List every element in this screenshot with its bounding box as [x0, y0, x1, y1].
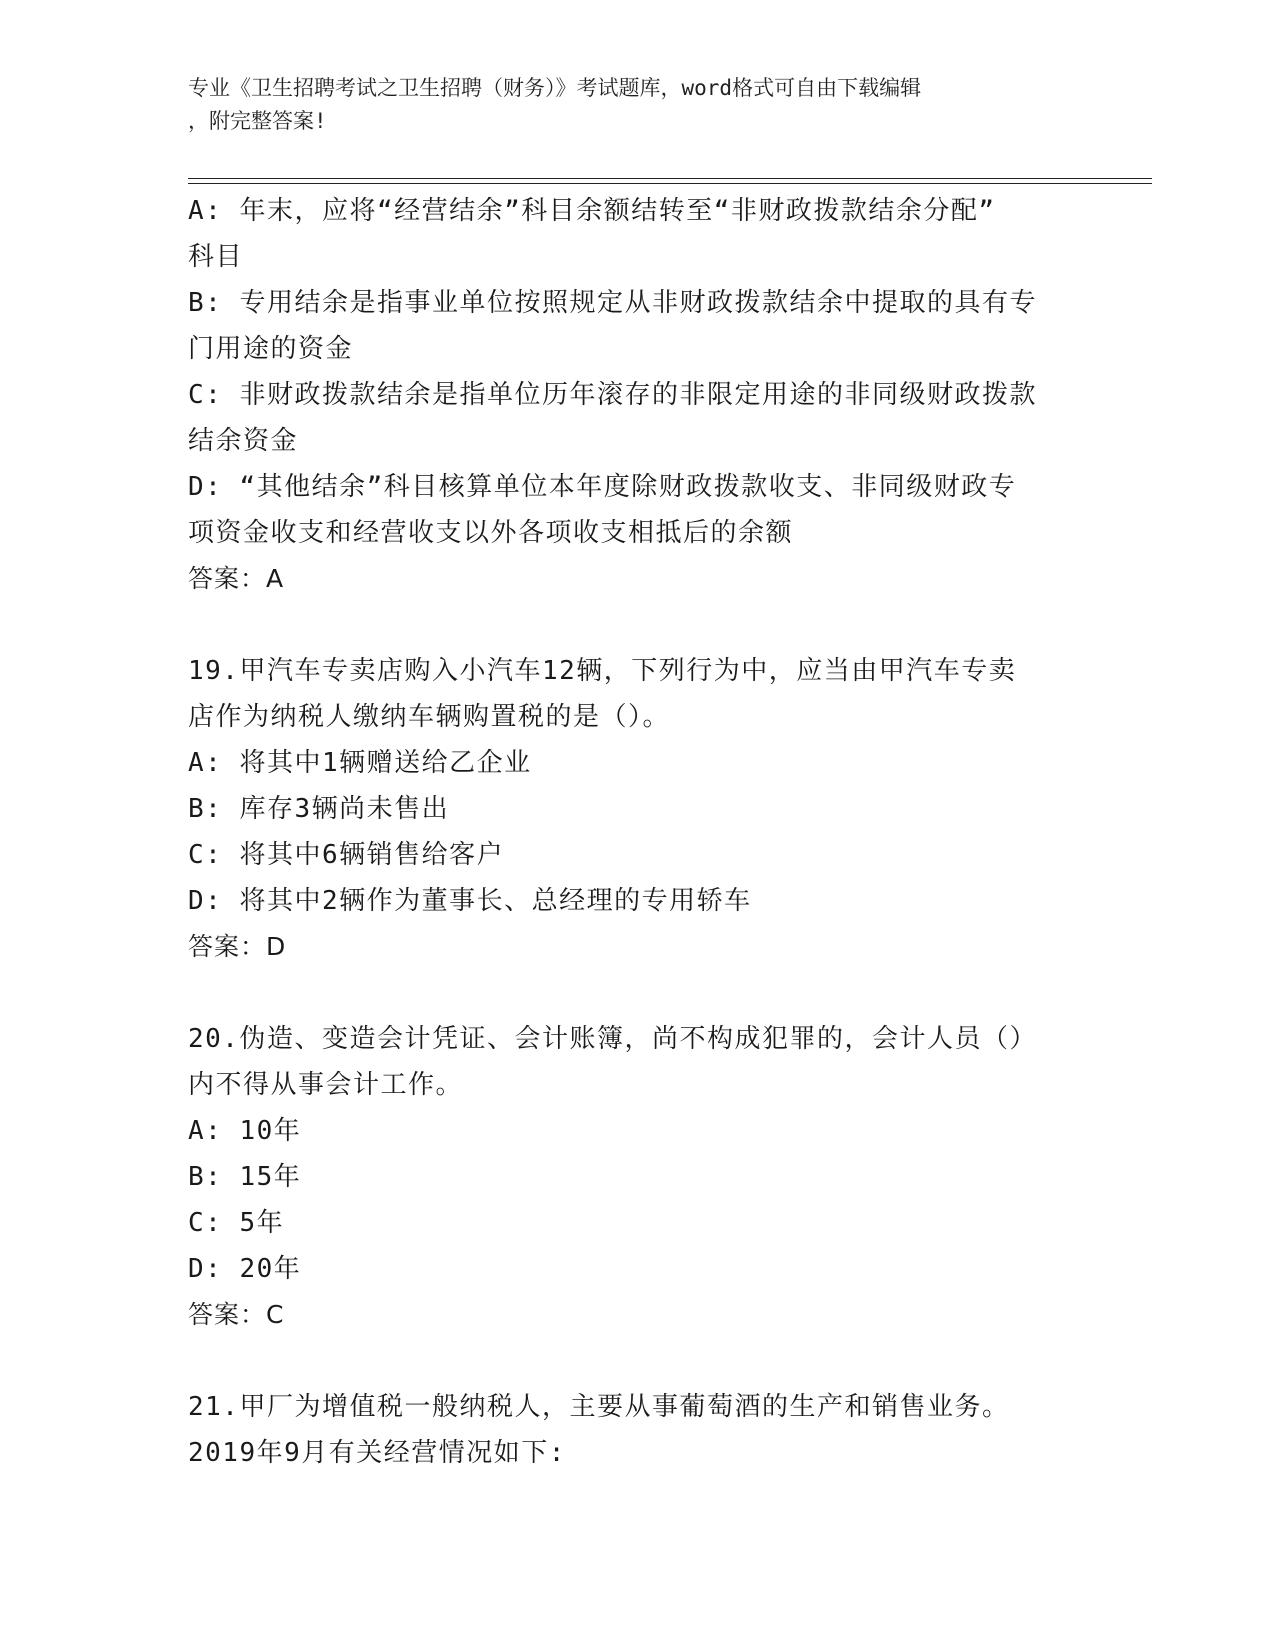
option-a-line-2: 科目 [188, 242, 244, 272]
question-21 [188, 1384, 1088, 1476]
option-c: C: 将其中6辆销售给客户 [188, 840, 505, 870]
question-stem-line-1: 19.甲汽车专卖店购入小汽车12辆，下列行为中，应当由甲汽车专卖 [188, 656, 1017, 686]
spacer [188, 1338, 1088, 1384]
document-header [188, 72, 1068, 138]
option-c-line-1: C: 非财政拨款结余是指单位历年滚存的非限定用途的非同级财政拨款 [188, 380, 1037, 410]
answer-label: 答案：A [188, 564, 285, 593]
option-d-line-2: 项资金收支和经营收支以外各项收支相抵后的余额 [188, 518, 794, 548]
question-18 [188, 188, 1088, 602]
option-c: C: 5年 [188, 1208, 285, 1238]
answer-label: 答案：D [188, 932, 287, 961]
option-d-line-1: D: “其他结余”科目核算单位本年度除财政拨款收支、非同级财政专 [188, 472, 1017, 502]
spacer [188, 602, 1088, 648]
option-a: A: 将其中1辆赠送给乙企业 [188, 748, 532, 778]
header-rule-thin [188, 183, 1152, 184]
question-stem-line-1: 21.甲厂为增值税一般纳税人，主要从事葡萄酒的生产和销售业务。 [188, 1392, 1010, 1422]
answer-label: 答案：C [188, 1300, 285, 1329]
question-20 [188, 1016, 1088, 1338]
option-b: B: 15年 [188, 1162, 302, 1192]
header-line-2: ，附完整答案! [188, 109, 327, 133]
question-stem-line-2: 2019年9月有关经营情况如下: [188, 1438, 566, 1468]
option-b-line-2: 门用途的资金 [188, 334, 354, 364]
option-a: A: 10年 [188, 1116, 302, 1146]
option-d: D: 将其中2辆作为董事长、总经理的专用轿车 [188, 886, 752, 916]
option-b-line-1: B: 专用结余是指事业单位按照规定从非财政拨款结余中提取的具有专 [188, 288, 1037, 318]
option-a-line-1: A: 年末，应将“经营结余”科目余额结转至“非财政拨款结余分配” [188, 196, 996, 226]
question-stem-line-1: 20.伪造、变造会计凭证、会计账簿，尚不构成犯罪的，会计人员（） [188, 1024, 1037, 1054]
spacer [188, 970, 1088, 1016]
header-line-1: 专业《卫生招聘考试之卫生招聘（财务）》考试题库，word格式可自由下载编辑 [188, 76, 922, 100]
question-stem-line-2: 内不得从事会计工作。 [188, 1070, 464, 1100]
document-body [188, 188, 1088, 1476]
question-stem-line-2: 店作为纳税人缴纳车辆购置税的是（）。 [188, 702, 671, 732]
option-b: B: 库存3辆尚未售出 [188, 794, 450, 824]
header-rule-thick [188, 178, 1152, 179]
option-c-line-2: 结余资金 [188, 426, 299, 456]
option-d: D: 20年 [188, 1254, 302, 1284]
question-19 [188, 648, 1088, 970]
